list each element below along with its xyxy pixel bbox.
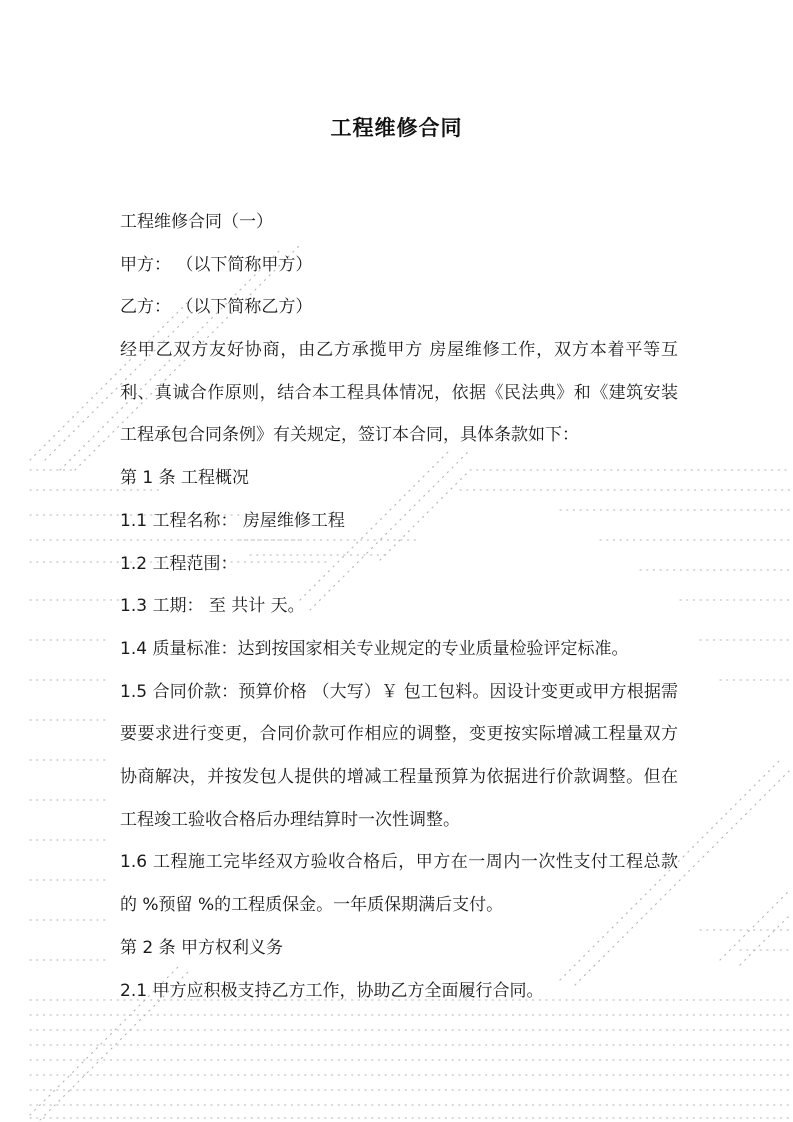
clause-2-1: 2.1 甲方应积极支持乙方工作，协助乙方全面履行合同。 — [120, 980, 544, 1001]
document-title: 工程维修合同 — [330, 116, 463, 140]
article-1-heading: 第 1 条 工程概况 — [120, 468, 250, 489]
clause-1-5: 1.5 合同价款：预算价格 （大写）￥ 包工包料。因设计变更或甲方根据需要要求进行变更，合同价款可作相应的调整，变更按实际增减工程量双方协商解决，并按发包人提供的增减工程量预算为依据进行价款调整。但在工程竣工验收合格后办理结算时一次性调整。 — [120, 681, 678, 830]
document-body — [120, 201, 678, 1012]
contract-subtitle: 工程维修合同（一） — [120, 212, 273, 232]
clause-1-6: 1.6 工程施工完毕经双方验收合格后，甲方在一周内一次性支付工程总款的 %预留 %的工程质保金。一年质保期满后支付。 — [120, 852, 678, 916]
party-a-line: 甲方： （以下简称甲方） — [120, 254, 313, 275]
clause-1-4: 1.4 质量标准：达到按国家相关专业规定的专业质量检验评定标准。 — [120, 638, 629, 659]
clause-1-2: 1.2 工程范围： — [120, 553, 238, 574]
party-b-line: 乙方： （以下简称乙方） — [120, 297, 313, 318]
clause-1-3: 1.3 工期： 至 共计 天。 — [120, 596, 305, 617]
intro-paragraph: 经甲乙双方友好协商，由乙方承揽甲方 房屋维修工作，双方本着平等互利、真诚合作原则，结合本工程具体情况，依据《民法典》和《建筑安装工程承包合同条例》有关规定，签订本合同，具体条款如下： — [120, 340, 678, 446]
article-2-heading: 第 2 条 甲方权利义务 — [120, 937, 284, 958]
clause-1-1: 1.1 工程名称： 房屋维修工程 — [120, 510, 345, 531]
